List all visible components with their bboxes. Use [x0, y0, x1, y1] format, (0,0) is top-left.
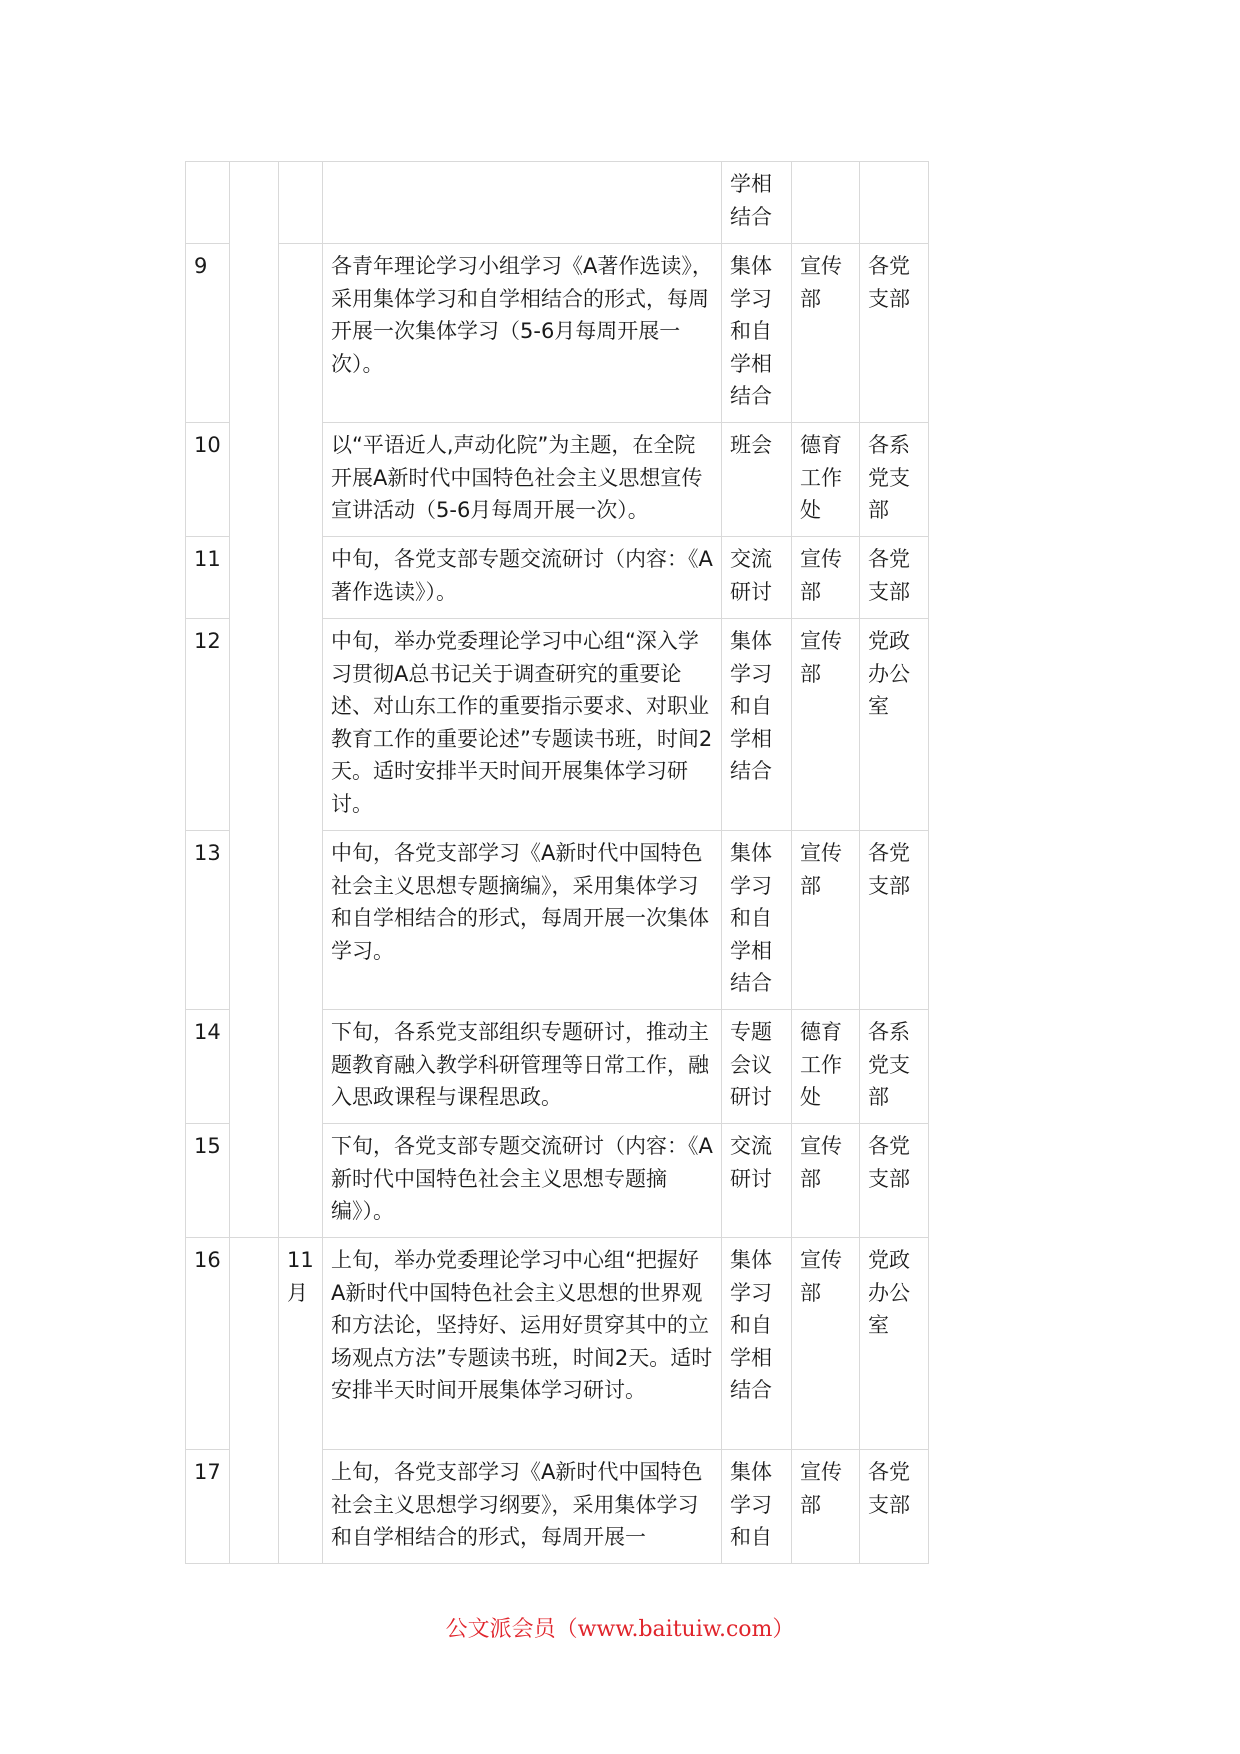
scope-cell — [860, 162, 929, 244]
scope-cell: 各党支部 — [860, 244, 929, 423]
content-cell: 中旬，各党支部学习《A新时代中国特色社会主义思想专题摘编》，采用集体学习和自学相结合的形式，每周开展一次集体学习。 — [323, 831, 722, 1010]
scope-cell: 党政办公室 — [860, 1238, 929, 1450]
row-number: 13 — [186, 831, 230, 1010]
table-row — [186, 162, 929, 244]
method-cell: 集体学习和自 — [722, 1450, 792, 1564]
method-cell: 集体学习和自学相结合 — [722, 619, 792, 831]
method-cell: 集体学习和自学相结合 — [722, 831, 792, 1010]
table-row — [186, 244, 929, 423]
content-cell: 下旬，各系党支部组织专题研讨，推动主题教育融入教学科研管理等日常工作，融入思政课程与课程思政。 — [323, 1010, 722, 1124]
scope-cell: 各党支部 — [860, 831, 929, 1010]
department-cell: 宣传部 — [792, 1238, 860, 1450]
row-number: 9 — [186, 244, 230, 423]
content-cell: 上旬，各党支部学习《A新时代中国特色社会主义思想学习纲要》，采用集体学习和自学相结合的形式，每周开展一 — [323, 1450, 722, 1564]
row-number: 16 — [186, 1238, 230, 1450]
content-cell — [323, 162, 722, 244]
footer-watermark: 公文派会员（www.baituiw.com） — [445, 1617, 795, 1642]
department-cell: 宣传部 — [792, 619, 860, 831]
content-cell: 下旬，各党支部专题交流研讨（内容：《A新时代中国特色社会主义思想专题摘编》）。 — [323, 1124, 722, 1238]
department-cell: 宣传部 — [792, 244, 860, 423]
content-cell: 上旬，举办党委理论学习中心组“把握好A新时代中国特色社会主义思想的世界观和方法论，坚持好、运用好贯穿其中的立场观点方法”专题读书班，时间2天。适时安排半天时间开展集体学习研讨。 — [323, 1238, 722, 1450]
department-cell: 德育工作处 — [792, 423, 860, 537]
method-cell: 集体学习和自学相结合 — [722, 1238, 792, 1450]
scope-cell: 各党支部 — [860, 1124, 929, 1238]
row-number: 12 — [186, 619, 230, 831]
department-cell: 宣传部 — [792, 1124, 860, 1238]
method-cell: 学相结合 — [722, 162, 792, 244]
department-cell: 宣传部 — [792, 831, 860, 1010]
row-number: 11 — [186, 537, 230, 619]
method-cell: 交流研讨 — [722, 537, 792, 619]
scope-cell: 各党支部 — [860, 1450, 929, 1564]
row-number — [186, 162, 230, 244]
row-number: 10 — [186, 423, 230, 537]
plan-table — [185, 161, 929, 1564]
stage-cell — [230, 1238, 279, 1564]
department-cell — [792, 162, 860, 244]
method-cell: 集体学习和自学相结合 — [722, 244, 792, 423]
row-number: 15 — [186, 1124, 230, 1238]
content-cell: 各青年理论学习小组学习《A著作选读》，采用集体学习和自学相结合的形式，每周开展一次集体学习（5-6月每周开展一次）。 — [323, 244, 722, 423]
scope-cell: 各党支部 — [860, 537, 929, 619]
row-number: 17 — [186, 1450, 230, 1564]
method-cell: 班会 — [722, 423, 792, 537]
month-cell: 11月 — [279, 1238, 323, 1564]
stage-cell — [230, 162, 279, 1238]
scope-cell: 各系党支部 — [860, 1010, 929, 1124]
method-cell: 专题会议研讨 — [722, 1010, 792, 1124]
row-number: 14 — [186, 1010, 230, 1124]
content-cell: 以“平语近人,声动化院”为主题，在全院开展A新时代中国特色社会主义思想宣传宣讲活动（5-6月每周开展一次）。 — [323, 423, 722, 537]
content-cell: 中旬，举办党委理论学习中心组“深入学习贯彻A总书记关于调查研究的重要论述、对山东工作的重要指示要求、对职业教育工作的重要论述”专题读书班，时间2天。适时安排半天时间开展集体学习研讨。 — [323, 619, 722, 831]
department-cell: 德育工作处 — [792, 1010, 860, 1124]
scope-cell: 党政办公室 — [860, 619, 929, 831]
method-cell: 交流研讨 — [722, 1124, 792, 1238]
department-cell: 宣传部 — [792, 537, 860, 619]
month-cell — [279, 162, 323, 244]
scope-cell: 各系党支部 — [860, 423, 929, 537]
department-cell: 宣传部 — [792, 1450, 860, 1564]
table-row — [186, 1238, 929, 1450]
content-cell: 中旬，各党支部专题交流研讨（内容：《A著作选读》）。 — [323, 537, 722, 619]
month-cell — [279, 244, 323, 1238]
